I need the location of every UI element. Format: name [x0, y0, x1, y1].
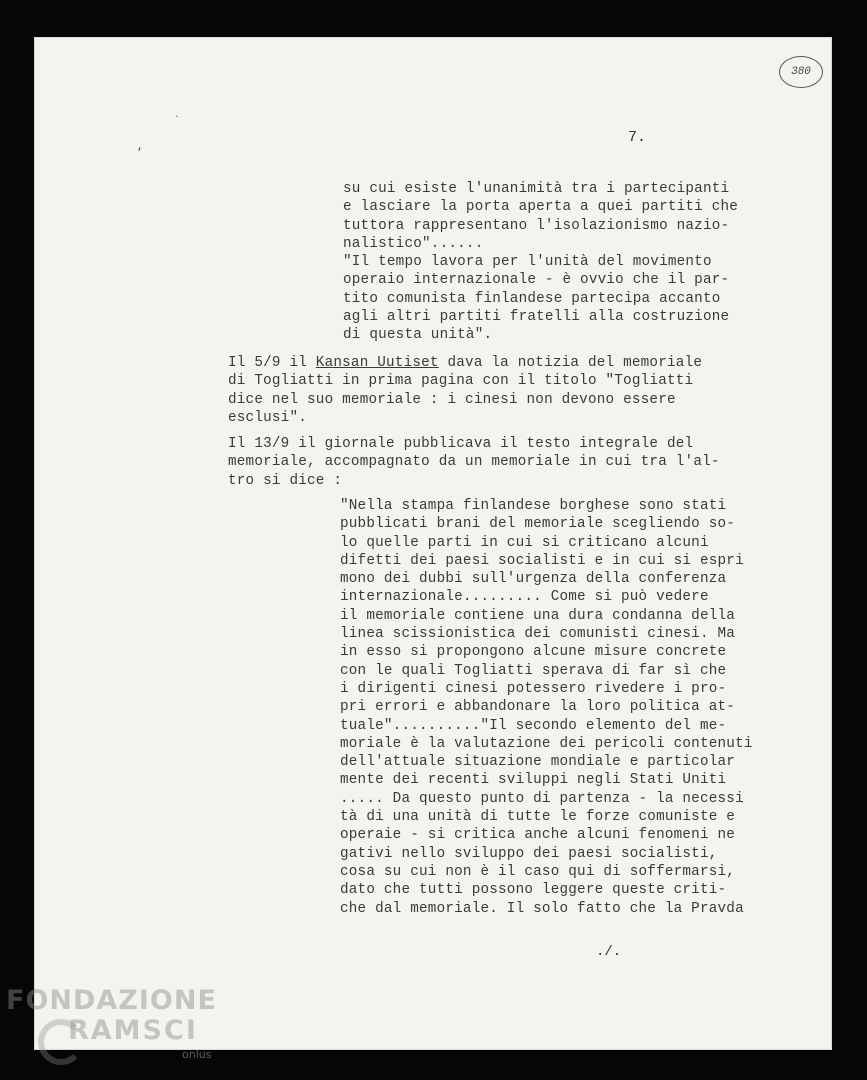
watermark-line-1: FONDAZIONE [6, 985, 217, 1016]
text-line: "Nella stampa finlandese borghese sono stati [340, 498, 727, 514]
text-line: con le quali Togliatti sperava di far sì che [340, 662, 727, 679]
text-line: tuttora rappresentano l'isolazionismo nazio- [343, 217, 730, 234]
text-line: tà di una unità di tutte le forze comuniste e [340, 809, 736, 826]
text-fragment: Il 5/9 il [228, 355, 316, 371]
text-line: difetti dei paesi socialisti e in cui si espri [340, 552, 744, 569]
text-line: agli altri partiti fratelli alla costruzione [343, 309, 730, 326]
text-line: gativi nello sviluppo dei paesi socialisti, [340, 845, 718, 862]
newspaper-title: Kansan Uutiset [315, 355, 439, 371]
text-line: esclusi". [228, 409, 308, 426]
text-line: nalistico"...... [343, 235, 484, 252]
text-line: tuale".........."Il secondo elemento del me- [340, 717, 727, 734]
text-line: mono dei dubbi sull'urgenza della conferenza [340, 571, 727, 588]
text-line: i dirigenti cinesi potessero rivedere i pro- [340, 680, 727, 697]
continued-mark: ./. [596, 944, 622, 960]
text-line: operaie - si critica anche alcuni fenomeni ne [340, 827, 736, 844]
text-line: il memoriale contiene una dura condanna della [340, 607, 736, 624]
text-line: moriale è la valutazione dei pericoli contenuti [340, 735, 753, 752]
text-line: dice nel suo memoriale : i cinesi non devono essere [228, 391, 676, 408]
paragraph-2 [228, 435, 720, 490]
page-number: 7. [628, 129, 647, 146]
text-line: linea scissionistica dei comunisti cinesi. Ma [340, 626, 736, 643]
text-line: "Il tempo lavora per l'unità del movimento [343, 254, 712, 271]
text-line: di Togliatti in prima pagina con il titolo "Togliatti [228, 373, 694, 390]
text-line: dell'attuale situazione mondiale e particolar [340, 754, 736, 771]
text-line: memoriale, accompagnato da un memoriale in cui tra l'al- [228, 454, 720, 471]
text-fragment: dava la notizia del memoriale [438, 355, 703, 371]
quote-block-2 [340, 497, 753, 918]
text-line: di questa unità". [343, 327, 493, 344]
text-line [228, 354, 702, 372]
watermark-line-2: RAMSCI [68, 1015, 198, 1046]
text-line: internazionale......... Come si può vedere [340, 589, 709, 606]
quote-block-1 [343, 180, 738, 345]
paragraph-1 [228, 354, 702, 427]
text-line: e lasciare la porta aperta a quei partiti che [343, 199, 739, 216]
stray-mark: , [137, 141, 144, 153]
text-line: in esso si propongono alcune misure concrete [340, 644, 727, 661]
text-line: cosa su cui non è il caso qui di soffermarsi, [340, 863, 736, 880]
stray-mark: ` [174, 116, 181, 127]
text-line: tito comunista finlandese partecipa accanto [343, 290, 721, 307]
text-line: che dal memoriale. Il solo fatto che la Pravda [340, 900, 744, 917]
text-line: ..... Da questo punto di partenza - la necessi [340, 790, 744, 807]
archive-stamp: 380 [779, 56, 823, 88]
text-line: dato che tutti possono leggere queste criti- [340, 882, 727, 899]
text-line: lo quelle parti in cui si criticano alcuni [340, 534, 709, 551]
text-line: pri errori e abbandonare la loro politica at- [340, 699, 736, 716]
text-line: pubblicati brani del memoriale scegliendo so- [340, 516, 736, 533]
text-line: operaio internazionale - è ovvio che il par- [343, 272, 730, 289]
text-line: mente dei recenti sviluppi negli Stati Uniti [340, 772, 727, 789]
watermark-line-3: onlus [182, 1048, 212, 1061]
text-line: su cui esiste l'unanimità tra i partecipanti [343, 181, 730, 197]
fondazione-gramsci-watermark [6, 985, 216, 1065]
text-line: Il 13/9 il giornale pubblicava il testo integrale del [228, 436, 694, 452]
text-line: tro si dice : [228, 472, 343, 489]
